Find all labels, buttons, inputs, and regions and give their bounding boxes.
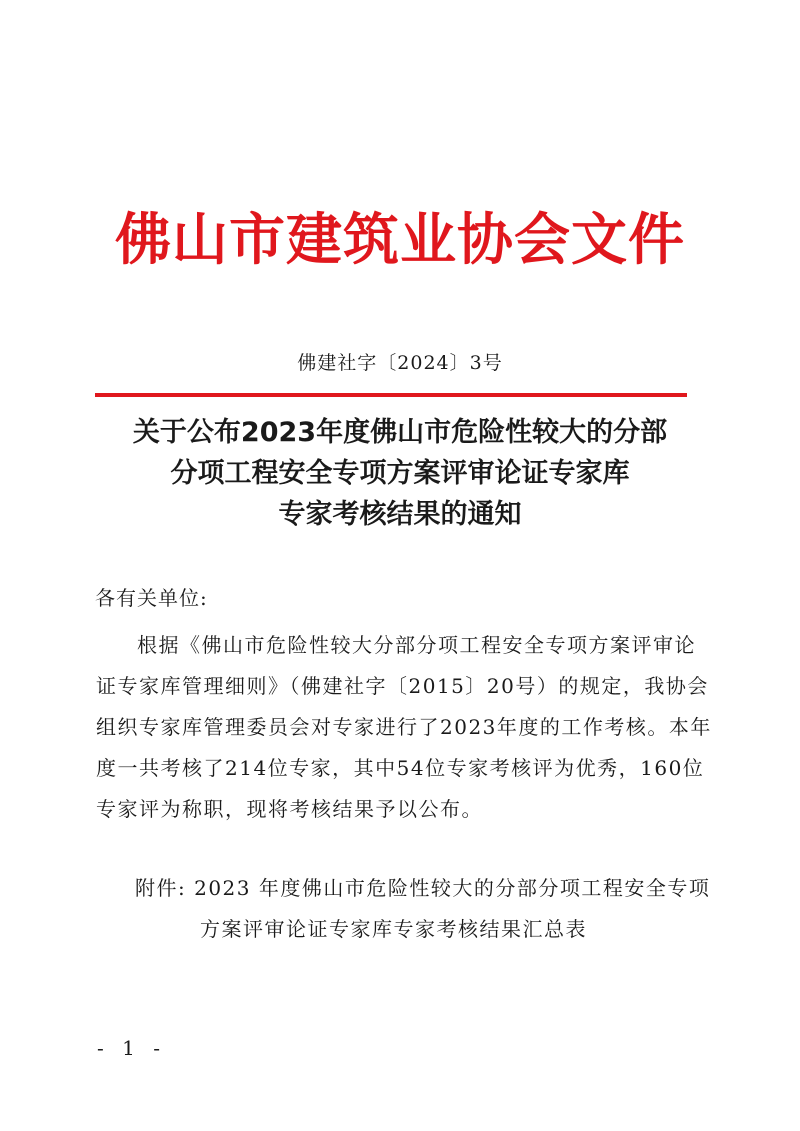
issuer-header-title: 佛山市建筑业协会文件: [115, 208, 685, 273]
body-line: 证专家库管理细则》（佛建社字〔2015〕20号）的规定，我协会: [96, 674, 709, 698]
red-divider-rule: [95, 393, 687, 397]
body-line: 专家评为称职，现将考核结果予以公布。: [96, 797, 483, 821]
attachment-note: [135, 868, 715, 950]
document-number: 佛建社字〔2024〕3号: [297, 352, 503, 374]
notice-title-line: 专家考核结果的通知: [278, 499, 522, 530]
body-line: 组织专家库管理委员会对专家进行了2023年度的工作考核。本年: [96, 715, 712, 739]
salutation: 各有关单位:: [95, 586, 208, 610]
notice-title-line: 关于公布2023年度佛山市危险性较大的分部: [132, 417, 668, 448]
page-number: - 1 -: [97, 1036, 166, 1060]
notice-title-line: 分项工程安全专项方案评审论证专家库: [170, 458, 630, 489]
attachment-line: 附件: 2023 年度佛山市危险性较大的分部分项工程安全专项: [135, 876, 711, 900]
body-line: 度一共考核了214位专家，其中54位专家考核评为优秀，160位: [96, 756, 705, 780]
attachment-line: 方案评审论证专家库专家考核结果汇总表: [200, 917, 587, 941]
body-line: 根据《佛山市危险性较大分部分项工程安全专项方案评审论: [137, 633, 696, 657]
notice-title: [0, 412, 800, 535]
body-paragraph: [96, 625, 712, 830]
